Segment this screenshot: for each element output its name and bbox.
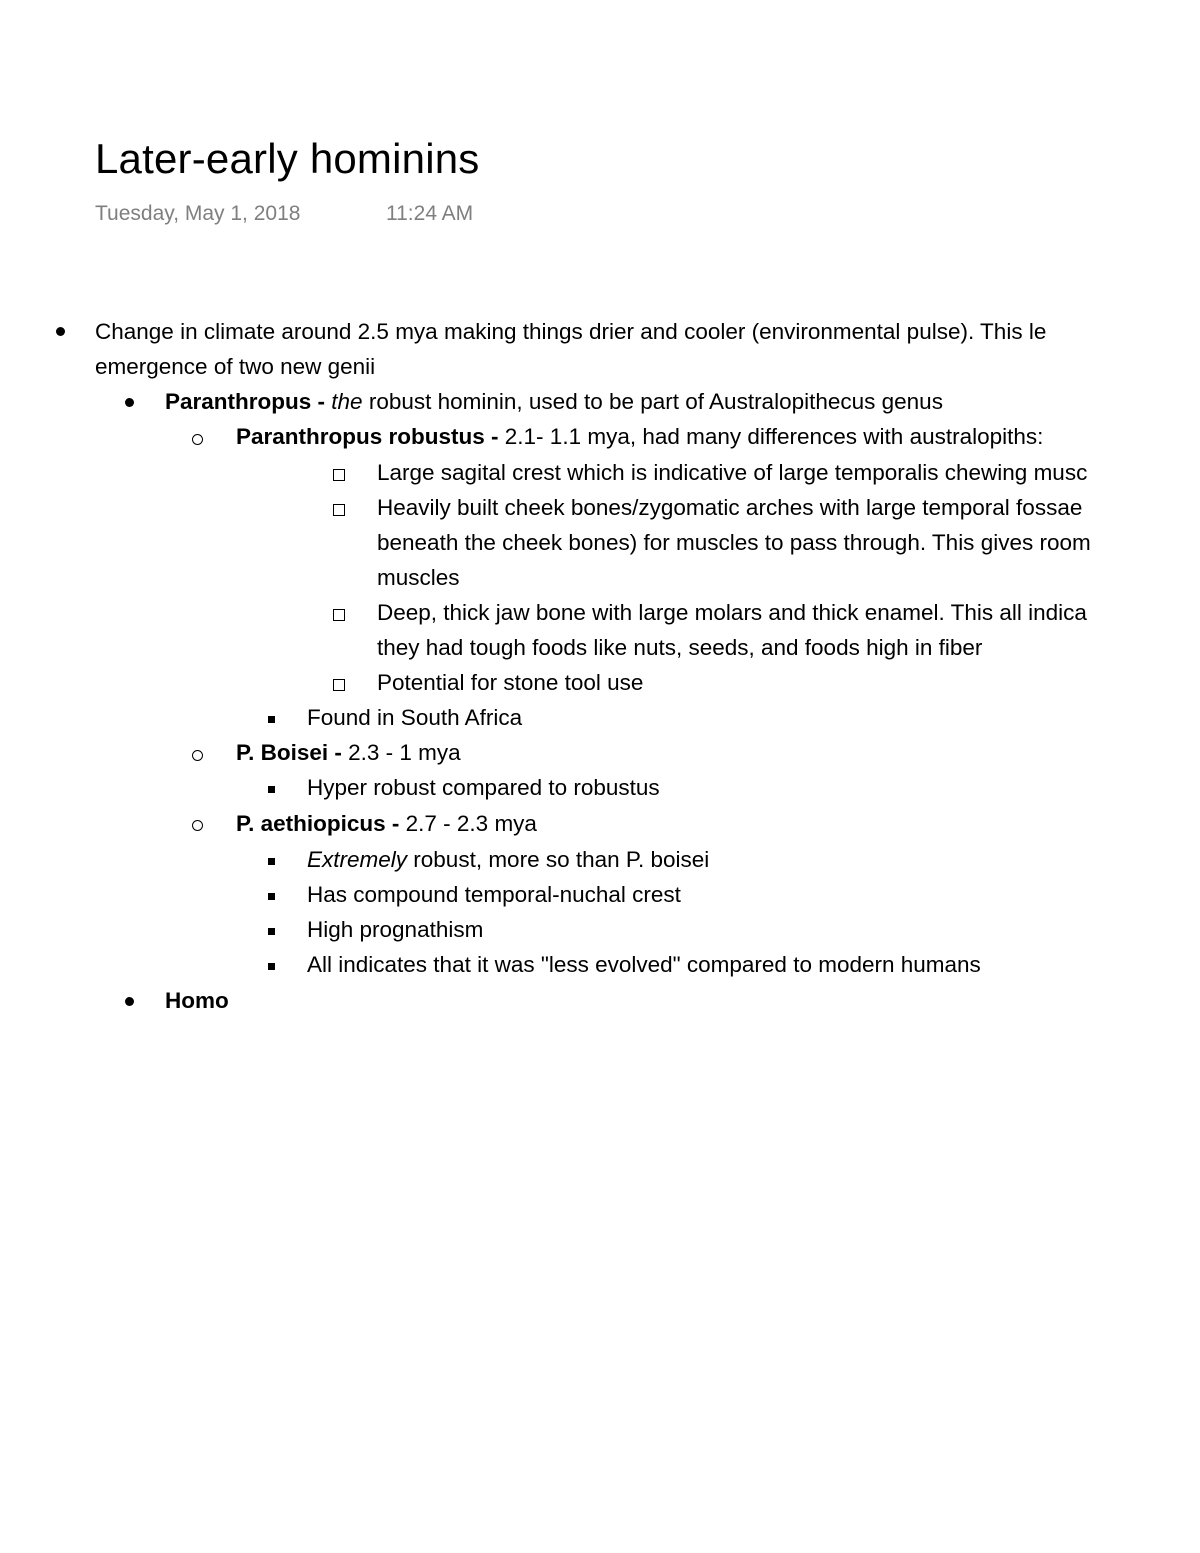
robustus-cheek-text: Heavily built cheek bones/zygomatic arches with large temporal fossae	[377, 495, 1083, 520]
aethiopicus-description: 2.7 - 2.3 mya	[399, 811, 537, 836]
note-time: 11:24 AM	[386, 202, 474, 225]
robustus-cheek-text-cont: beneath the cheek bones) for muscles to pass through. This gives room	[377, 530, 1091, 555]
robustus-label: Paranthropus robustus -	[236, 424, 499, 449]
aethiopicus-extremely-emphasis: Extremely	[307, 847, 408, 872]
bullet-square-icon	[268, 928, 275, 935]
climate-change-text: Change in climate around 2.5 mya making things drier and cooler (environmental pulse). This le	[95, 319, 1047, 344]
bullet-square-icon	[268, 858, 275, 865]
bullet-dot-icon	[56, 327, 65, 336]
boisei-detail-text: Hyper robust compared to robustus	[307, 775, 660, 800]
boisei-label: P. Boisei -	[236, 740, 342, 765]
paranthropus-emphasis: the	[331, 389, 363, 414]
paranthropus-label: Paranthropus -	[165, 389, 326, 414]
robustus-jaw-text-cont: they had tough foods like nuts, seeds, and foods high in fiber	[377, 635, 983, 660]
aethiopicus-item	[236, 806, 537, 841]
boisei-item	[236, 735, 461, 770]
aethiopicus-label: P. aethiopicus -	[236, 811, 400, 836]
bullet-circle-icon	[192, 434, 203, 445]
bullet-square-icon	[268, 963, 275, 970]
robustus-found-text: Found in South Africa	[307, 705, 523, 730]
bullet-square-open-icon	[333, 469, 345, 481]
bullet-square-open-icon	[333, 609, 345, 621]
robustus-item	[236, 419, 1043, 454]
bullet-square-icon	[268, 716, 275, 723]
bullet-dot-icon	[125, 997, 134, 1006]
aethiopicus-extremely-text: robust, more so than P. boisei	[407, 847, 710, 872]
homo-item: Homo	[165, 988, 229, 1013]
bullet-circle-icon	[192, 820, 203, 831]
bullet-circle-icon	[192, 750, 203, 761]
note-date: Tuesday, May 1, 2018	[95, 202, 301, 225]
aethiopicus-detail-text: All indicates that it was "less evolved" compared to modern humans	[307, 952, 981, 977]
aethiopicus-detail-text: Has compound temporal-nuchal crest	[307, 882, 681, 907]
bullet-square-open-icon	[333, 504, 345, 516]
robustus-cheek-text-cont2: muscles	[377, 565, 460, 590]
bullet-dot-icon	[125, 398, 134, 407]
paranthropus-item	[165, 384, 943, 419]
boisei-description: 2.3 - 1 mya	[341, 740, 461, 765]
paranthropus-description: robust hominin, used to be part of Australopithecus genus	[362, 389, 943, 414]
robustus-jaw-text: Deep, thick jaw bone with large molars and thick enamel. This all indica	[377, 600, 1087, 625]
aethiopicus-detail-text: High prognathism	[307, 917, 484, 942]
page-title: Later-early hominins	[95, 135, 480, 182]
robustus-crest-text: Large sagital crest which is indicative of large temporalis chewing musc	[377, 460, 1088, 485]
bullet-square-icon	[268, 786, 275, 793]
robustus-tool-text: Potential for stone tool use	[377, 670, 644, 695]
robustus-description: 2.1- 1.1 mya, had many differences with australopiths:	[498, 424, 1044, 449]
aethiopicus-extremely-item	[307, 842, 709, 877]
bullet-square-icon	[268, 893, 275, 900]
bullet-square-open-icon	[333, 679, 345, 691]
climate-change-text-cont: emergence of two new genii	[95, 354, 376, 379]
